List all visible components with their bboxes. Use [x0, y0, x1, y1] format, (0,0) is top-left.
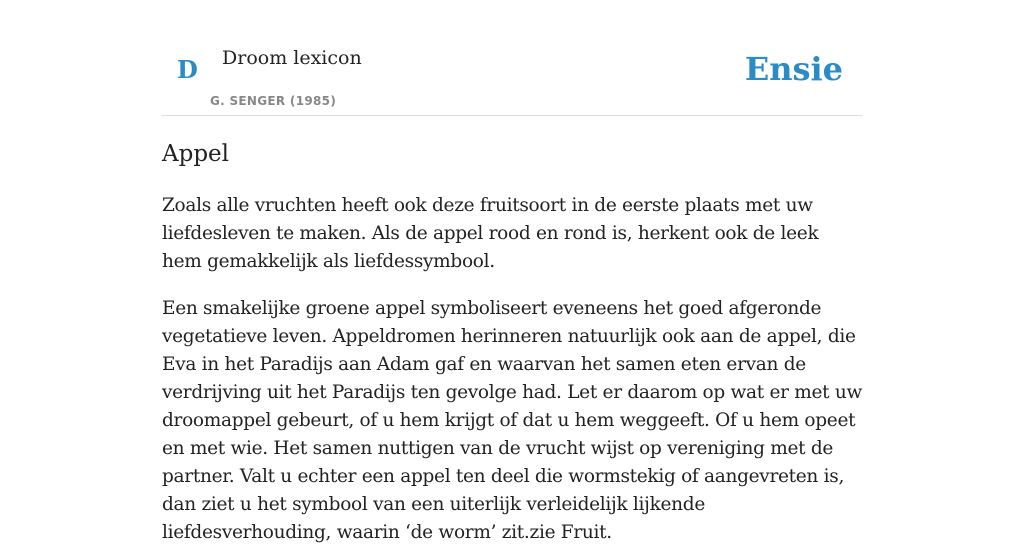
- entry-header: [162, 0, 862, 116]
- source-author: G. SENGER (1985): [210, 94, 337, 108]
- ensie-logo[interactable]: Ensie: [744, 50, 843, 88]
- entry-paragraph: Zoals alle vruchten heeft ook deze fruitsoort in de eerste plaats met uw liefdesleven te maken. Als de appel rood en rond is, herkent ook de leek hem gemakkelijk als liefdessymbool.: [162, 195, 819, 272]
- entry-content: [162, 138, 862, 547]
- entry-title: Appel: [162, 141, 230, 167]
- source-initial-badge[interactable]: D: [177, 55, 198, 84]
- source-title-link[interactable]: Droom lexicon: [222, 47, 362, 69]
- entry-paragraph: Een smakelijke groene appel symboliseert eveneens het goed afgeronde vegetatieve leven. Appeldromen herinneren natuurlijk ook aan de appel, die Eva in het Paradijs aan Adam gaf en waarvan het samen eten ervan de verdrijving uit het Paradijs ten gevolge had. Let er daarom op wat er met uw droomappel gebeurt, of u hem krijgt of dat u hem weggeeft. Of u hem opeet en met wie. Het samen nuttigen van de vrucht wijst op vereniging met de partner. Valt u echter een appel ten deel die wormstekig of aangevreten is, dan ziet u het symbool van een uiterlijk verleidelijk lijkende liefdesverhouding, waarin ‘de worm’ zit.zie Fruit.: [162, 298, 862, 543]
